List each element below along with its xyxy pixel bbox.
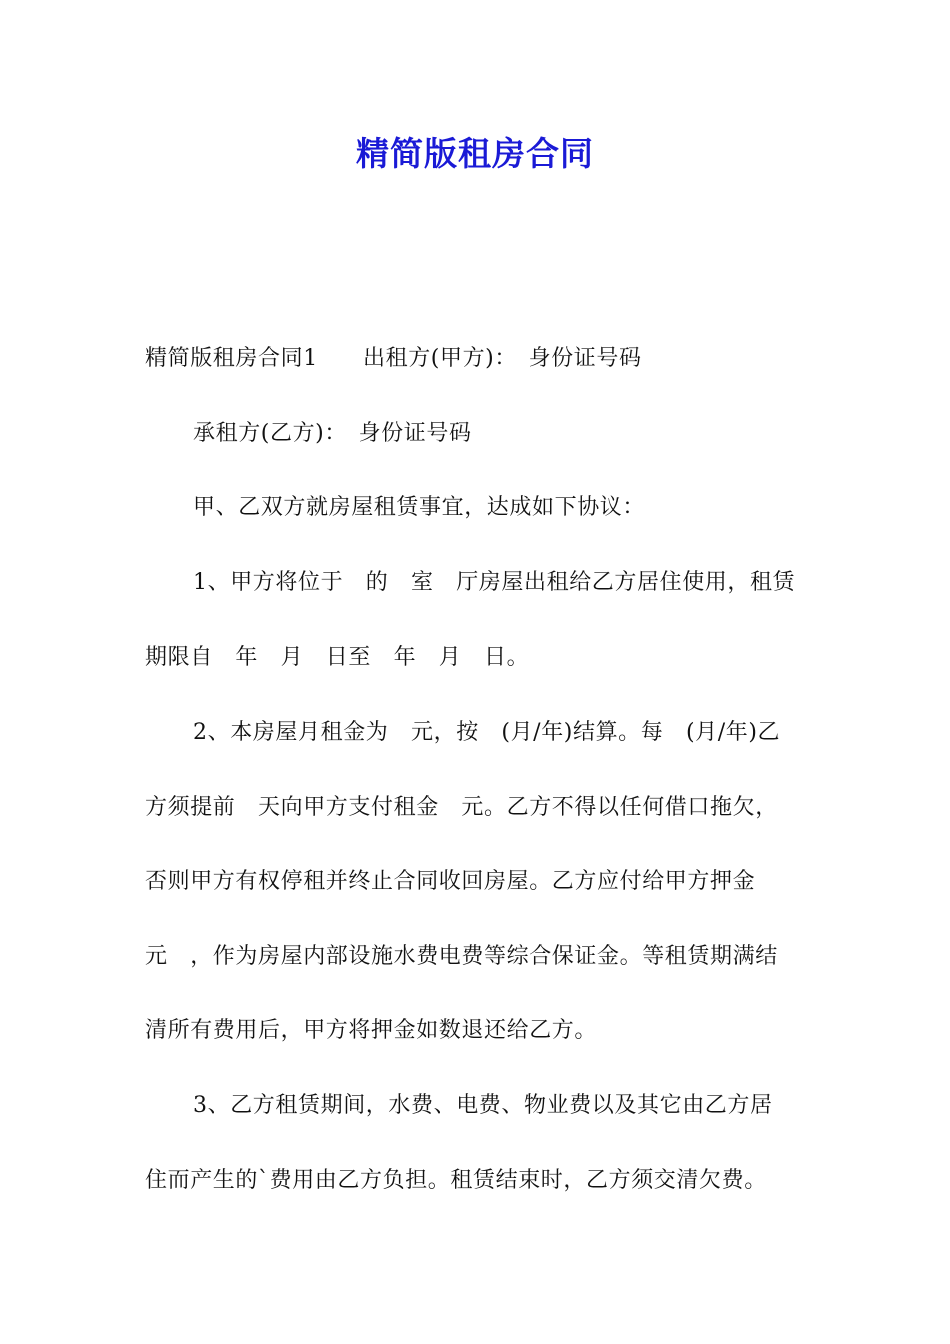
clause-2-line-4: 元 ，作为房屋内部设施水费电费等综合保证金。等租赁期满结 — [145, 944, 778, 969]
clause-1-line-2: 期限自 年 月 日至 年 月 日。 — [145, 645, 530, 670]
clause-3-line-2: 住而产生的`费用由乙方负担。租赁结束时，乙方须交清欠费。 — [145, 1168, 767, 1193]
document-title: 精简版租房合同 — [356, 134, 594, 173]
clause-2-line-2: 方须提前 天向甲方支付租金 元。乙方不得以任何借口拖欠， — [145, 795, 778, 820]
clause-3-line-1: 3、乙方租赁期间，水费、电费、物业费以及其它由乙方居 — [193, 1093, 773, 1118]
clause-1-line-1: 1、甲方将位于 的 室 厅房屋出租给乙方居住使用，租赁 — [193, 570, 796, 595]
clause-2-line-5: 清所有费用后，甲方将押金如数退还给乙方。 — [145, 1018, 598, 1043]
clause-2-line-3: 否则甲方有权停租并终止合同收回房屋。乙方应付给甲方押金 — [145, 869, 756, 894]
contract-line-lessee: 承租方(乙方)： 身份证号码 — [193, 421, 472, 446]
contract-line-parties: 精简版租房合同1 出租方(甲方)： 身份证号码 — [145, 346, 642, 371]
clause-2-line-1: 2、本房屋月租金为 元，按 (月/年)结算。每 (月/年)乙 — [193, 720, 781, 745]
contract-line-agreement: 甲、乙双方就房屋租赁事宜，达成如下协议： — [193, 495, 646, 520]
